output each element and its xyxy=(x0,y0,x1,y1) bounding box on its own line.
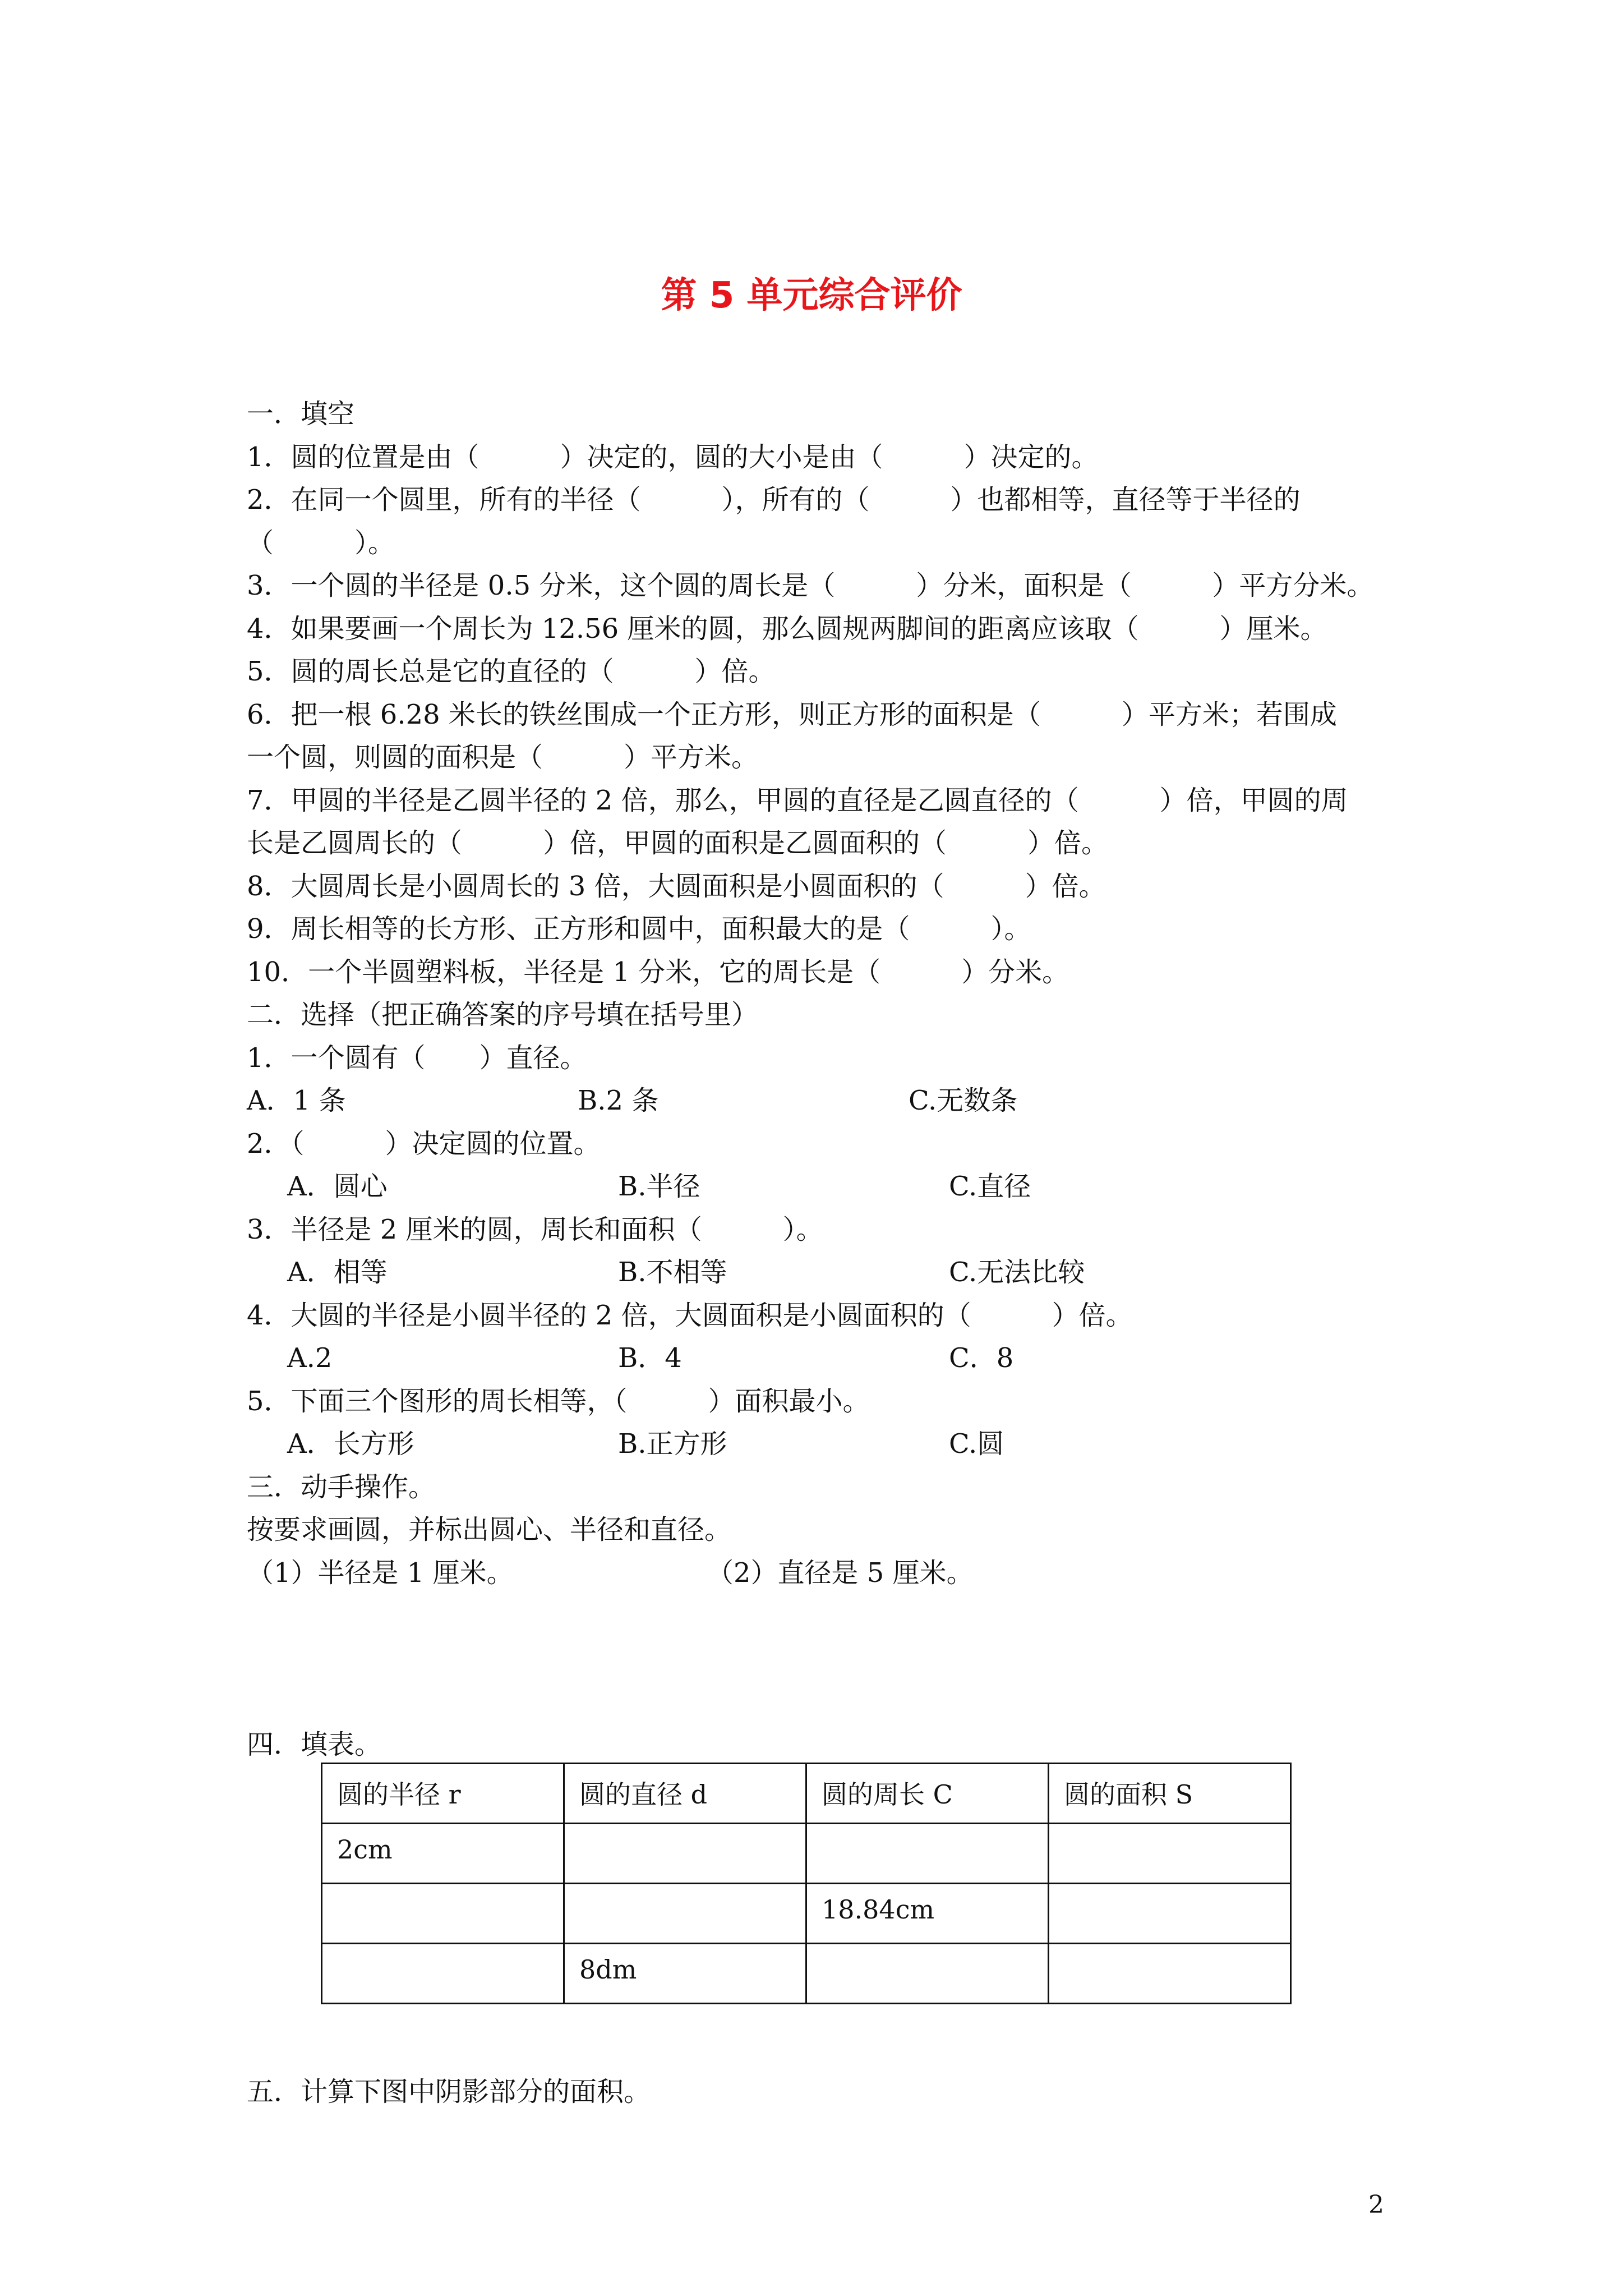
table-cell xyxy=(1049,1944,1291,2004)
choice-1-options xyxy=(247,1079,1413,1122)
choice-2-option-a: A．圆心 xyxy=(287,1171,388,1202)
choice-1-option-b: B.2 条 xyxy=(578,1085,659,1116)
page-number: 2 xyxy=(1368,2191,1384,2219)
table-cell xyxy=(564,1824,806,1884)
choice-2-option-c: C.直径 xyxy=(949,1171,1031,1202)
table-cell xyxy=(322,1944,564,2004)
table-cell xyxy=(1049,1824,1291,1884)
table-cell xyxy=(806,1824,1049,1884)
table-cell: 8dm xyxy=(564,1944,806,2004)
choice-3-option-c: C.无法比较 xyxy=(949,1257,1085,1288)
drawing-space xyxy=(247,1594,1413,1723)
section-5-heading: 五．计算下图中阴影部分的面积。 xyxy=(247,2076,651,2108)
choice-5-options xyxy=(247,1423,1413,1466)
table-row xyxy=(322,1944,1291,2004)
draw-task-2: （2）直径是 5 厘米。 xyxy=(707,1557,974,1589)
section-1-heading: 一．填空 xyxy=(247,398,355,430)
choice-4-option-c: C．8 xyxy=(949,1342,1014,1374)
section-3-tasks xyxy=(247,1552,1413,1595)
choice-5-option-c: C.圆 xyxy=(949,1428,1004,1460)
table-cell: 2cm xyxy=(322,1824,564,1884)
fill-question-3: 3．一个圆的半径是 0.5 分米，这个圆的周长是（ ）分米，面积是（ ）平方分米。 xyxy=(247,570,1374,601)
header-radius: 圆的半径 r xyxy=(322,1764,564,1824)
fill-question-2-cont: （ ）。 xyxy=(247,527,395,559)
fill-question-6-cont: 一个圆，则圆的面积是（ ）平方米。 xyxy=(247,742,759,773)
fill-question-10: 10．一个半圆塑料板，半径是 1 分米，它的周长是（ ）分米。 xyxy=(247,956,1069,988)
fill-question-6: 6．把一根 6.28 米长的铁丝围成一个正方形，则正方形的面积是（ ）平方米；若围成 xyxy=(247,698,1337,730)
draw-task-1: （1）半径是 1 厘米。 xyxy=(247,1557,514,1589)
table-cell xyxy=(806,1944,1049,2004)
choice-1-option-a: A．1 条 xyxy=(247,1085,346,1116)
choice-question-2: 2．（ ）决定圆的位置。 xyxy=(247,1128,601,1159)
section-4-heading: 四．填表。 xyxy=(247,1729,382,1760)
fill-question-8: 8．大圆周长是小圆周长的 3 倍，大圆面积是小圆面积的（ ）倍。 xyxy=(247,870,1106,902)
choice-2-option-b: B.半径 xyxy=(618,1171,700,1202)
choice-2-options xyxy=(247,1165,1413,1208)
choice-1-option-c: C.无数条 xyxy=(909,1085,1018,1116)
choice-3-option-a: A．相等 xyxy=(287,1257,388,1288)
choice-question-1: 1．一个圆有（ ）直径。 xyxy=(247,1042,587,1074)
choice-3-options xyxy=(247,1251,1413,1294)
table-cell xyxy=(1049,1884,1291,1944)
table-cell xyxy=(564,1884,806,1944)
section-3-instruction: 按要求画圆，并标出圆心、半径和直径。 xyxy=(247,1514,732,1545)
circle-table xyxy=(321,1763,1292,2004)
choice-4-option-a: A.2 xyxy=(287,1342,333,1374)
choice-question-3: 3．半径是 2 厘米的圆，周长和面积（ ）。 xyxy=(247,1213,823,1245)
table-cell xyxy=(322,1884,564,1944)
fill-question-5: 5．圆的周长总是它的直径的（ ）倍。 xyxy=(247,656,776,687)
fill-question-1: 1．圆的位置是由（ ）决定的，圆的大小是由（ ）决定的。 xyxy=(247,441,1099,473)
choice-5-option-b: B.正方形 xyxy=(618,1428,727,1460)
section-2-heading: 二．选择（把正确答案的序号填在括号里） xyxy=(247,999,759,1030)
fill-question-9: 9．周长相等的长方形、正方形和圆中，面积最大的是（ ）。 xyxy=(247,913,1031,945)
header-diameter: 圆的直径 d xyxy=(564,1764,806,1824)
table-header-row xyxy=(322,1764,1291,1824)
section-3-heading: 三．动手操作。 xyxy=(247,1471,436,1503)
choice-4-option-b: B．4 xyxy=(618,1342,682,1374)
fill-question-7: 7．甲圆的半径是乙圆半径的 2 倍，那么，甲圆的直径是乙圆直径的（ ）倍，甲圆的周 xyxy=(247,784,1348,816)
choice-5-option-a: A．长方形 xyxy=(287,1428,414,1460)
choice-question-5: 5．下面三个图形的周长相等，（ ）面积最小。 xyxy=(247,1385,870,1417)
table-row xyxy=(322,1824,1291,1884)
fill-question-2: 2．在同一个圆里，所有的半径（ ），所有的（ ）也都相等，直径等于半径的 xyxy=(247,484,1301,516)
header-circumference: 圆的周长 C xyxy=(806,1764,1049,1824)
table-cell: 18.84cm xyxy=(806,1884,1049,1944)
fill-question-4: 4．如果要画一个周长为 12.56 厘米的圆，那么圆规两脚间的距离应该取（ ）厘米。 xyxy=(247,613,1327,645)
header-area: 圆的面积 S xyxy=(1049,1764,1291,1824)
worksheet-body xyxy=(247,393,1413,1766)
choice-4-options xyxy=(247,1337,1413,1380)
document-title: 第 5 单元综合评价 xyxy=(661,275,962,316)
choice-3-option-b: B.不相等 xyxy=(618,1257,727,1288)
choice-question-4: 4．大圆的半径是小圆半径的 2 倍，大圆面积是小圆面积的（ ）倍。 xyxy=(247,1299,1133,1331)
table-row xyxy=(322,1884,1291,1944)
fill-question-7-cont: 长是乙圆周长的（ ）倍，甲圆的面积是乙圆面积的（ ）倍。 xyxy=(247,827,1109,859)
